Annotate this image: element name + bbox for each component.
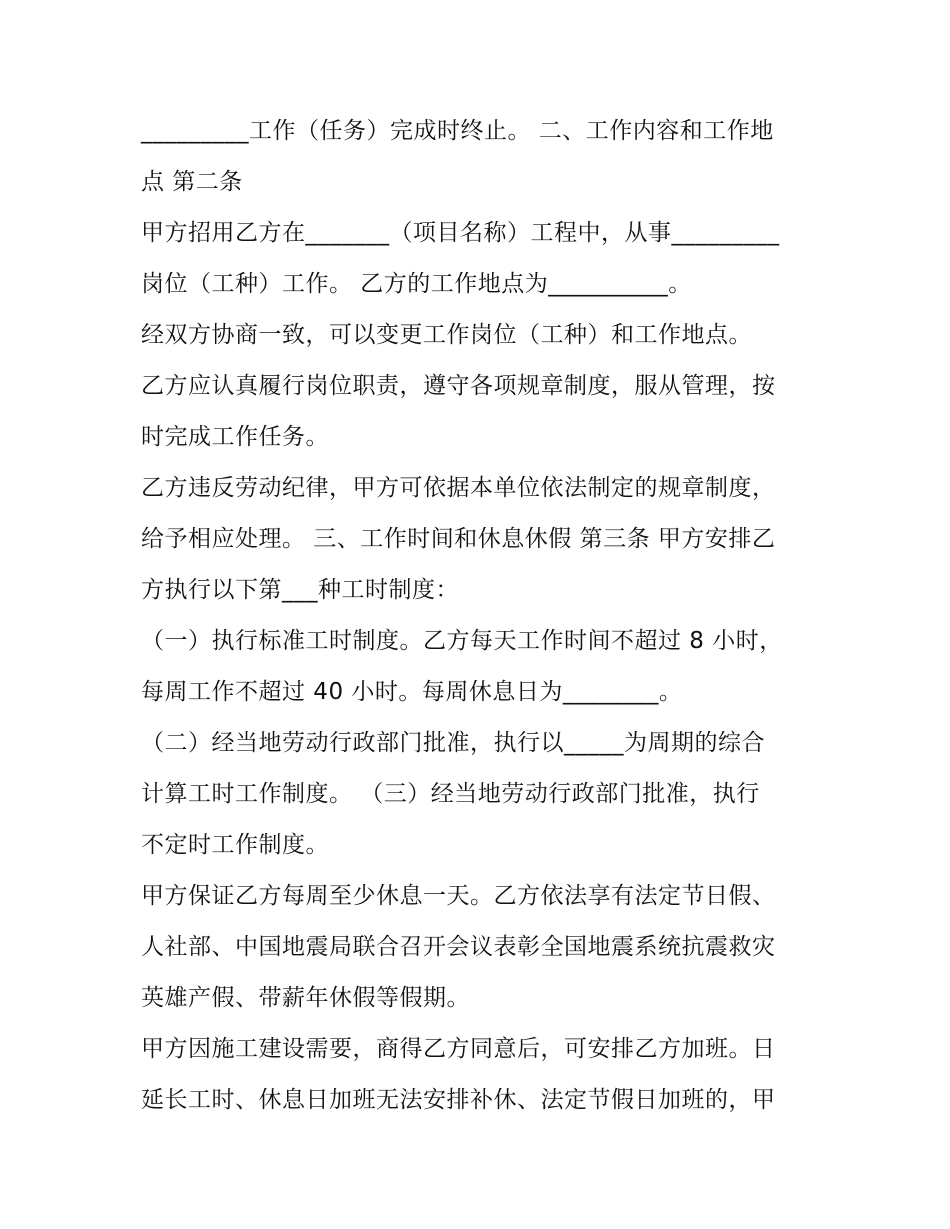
text-line: 每周工作不超过 40 小时。每周休息日为________。 (141, 679, 683, 705)
text-line: 乙方违反劳动纪律，甲方可依据本单位依法制定的规章制度， (141, 475, 776, 501)
text-line: 甲方招用乙方在_______（项目名称）工程中，从事_________ (141, 220, 780, 246)
text-line: 甲方保证乙方每周至少休息一天。乙方依法享有法定节日假、 (141, 883, 776, 909)
text-line: 给予相应处理。 三、工作时间和休息休假 第三条 甲方安排乙 (141, 526, 776, 552)
text-line: 经双方协商一致，可以变更工作岗位（工种）和工作地点。 (141, 322, 752, 348)
text-line: 乙方应认真履行岗位职责，遵守各项规章制度，服从管理，按 (141, 373, 776, 399)
text-line: 甲方因施工建设需要，商得乙方同意后，可安排乙方加班。日 (141, 1036, 776, 1062)
text-line: 延长工时、休息日加班无法安排补休、法定节假日加班的，甲 (141, 1087, 776, 1113)
text-line: 方执行以下第___种工时制度： (141, 577, 459, 603)
document-body (141, 106, 821, 1126)
text-line: _________工作（任务）完成时终止。 二、工作内容和工作地 (141, 118, 774, 144)
text-line: 计算工时工作制度。 （三）经当地劳动行政部门批准，执行 (141, 781, 760, 807)
text-line: （一）执行标准工时制度。乙方每天工作时间不超过 8 小时， (141, 628, 783, 654)
text-line: 时完成工作任务。 (141, 424, 329, 450)
text-line: 不定时工作制度。 (141, 832, 329, 858)
text-line: （二）经当地劳动行政部门批准，执行以_____为周期的综合 (141, 730, 765, 756)
text-line: 英雄产假、带薪年休假等假期。 (141, 985, 470, 1011)
text-line: 点 第二条 (141, 169, 243, 195)
text-line: 岗位（工种）工作。 乙方的工作地点为__________。 (141, 271, 692, 297)
text-line: 人社部、中国地震局联合召开会议表彰全国地震系统抗震救灾 (141, 934, 776, 960)
